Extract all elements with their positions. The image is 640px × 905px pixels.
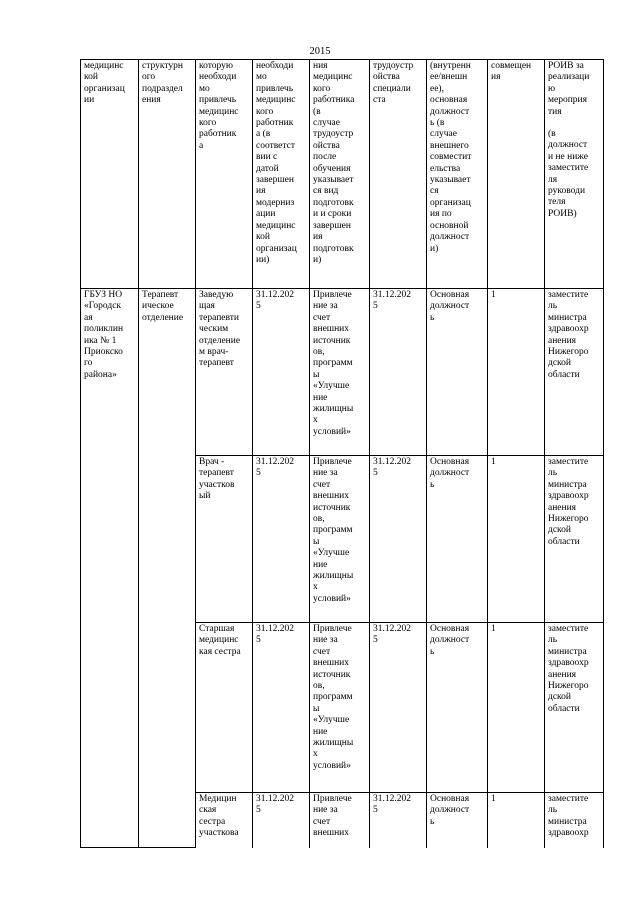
position-cell: Старшая медицинс кая сестра — [196, 623, 253, 793]
date-cell: 31.12.202 5 — [253, 289, 310, 456]
header-cell: структурн ого подраздел ения — [139, 60, 196, 289]
header-cell: РОИВ за реализаци ю мероприя тия (в должност и не ниже заместите ля руководи теля РОИВ) — [545, 60, 604, 289]
position-type-cell: Основная должност ь — [427, 456, 488, 623]
header-cell: (внутренн ее/внешн ее), основная должност ь (в случае внешнего совместит ельства указывает ся организац ия по основной должност и) — [427, 60, 488, 289]
method-cell: Привлече ние за счет внешних источник ов, программ ы «Улучше ние жилищны х условий» — [310, 456, 370, 623]
header-cell: трудоустр ойства специали ста — [370, 60, 427, 289]
header-cell: медицинс кой организац ии — [81, 60, 139, 289]
organization-cell: ГБУЗ НО «Городск ая поликлин ика № 1 Приокско го района» — [81, 289, 139, 848]
date-cell: 31.12.202 5 — [370, 793, 427, 848]
department-cell: Терапевт ическое отделение — [139, 289, 196, 848]
header-cell: ния медицинс кого работника (в случае трудоустр ойства после обучения указывает ся вид подготовк и и сроки завершен ия подготовк и) — [310, 60, 370, 289]
rate-cell: 1 — [488, 623, 545, 793]
position-type-cell: Основная должност ь — [427, 289, 488, 456]
responsible-cell: заместите ль министра здравоохр — [545, 793, 604, 848]
page-number: 2015 — [309, 46, 331, 57]
position-type-cell: Основная должност ь — [427, 623, 488, 793]
date-cell: 31.12.202 5 — [253, 623, 310, 793]
header-cell: необходи мо привлечь медицинс кого работник а (в соответст вии с датой завершен ия модерниз ации медицинс кой организац ии) — [253, 60, 310, 289]
position-type-cell: Основная должност ь — [427, 793, 488, 848]
rate-cell: 1 — [488, 456, 545, 623]
responsible-cell: заместите ль министра здравоохр анения Нижегоро дской области — [545, 456, 604, 623]
header-cell: которую необходи мо привлечь медицинс кого работник а — [196, 60, 253, 289]
date-cell: 31.12.202 5 — [370, 456, 427, 623]
rate-cell: 1 — [488, 793, 545, 848]
header-row — [81, 60, 604, 289]
method-cell: Привлече ние за счет внешних источник ов, программ ы «Улучше ние жилищны х условий» — [310, 289, 370, 456]
table-row — [81, 289, 604, 456]
method-cell: Привлече ние за счет внешних источник ов, программ ы «Улучше ние жилищны х условий» — [310, 623, 370, 793]
rate-cell: 1 — [488, 289, 545, 456]
date-cell: 31.12.202 5 — [370, 289, 427, 456]
position-cell: Заведую щая терапевти ческим отделение м врач- терапевт — [196, 289, 253, 456]
date-cell: 31.12.202 5 — [253, 793, 310, 848]
header-cell: совмещен ия — [488, 60, 545, 289]
responsible-cell: заместите ль министра здравоохр анения Нижегоро дской области — [545, 289, 604, 456]
date-cell: 31.12.202 5 — [370, 623, 427, 793]
responsible-cell: заместите ль министра здравоохр анения Нижегоро дской области — [545, 623, 604, 793]
method-cell: Привлече ние за счет внешних — [310, 793, 370, 848]
staffing-table — [80, 59, 604, 848]
date-cell: 31.12.202 5 — [253, 456, 310, 623]
position-cell: Медицин ская сестра участкова — [196, 793, 253, 848]
position-cell: Врач - терапевт участков ый — [196, 456, 253, 623]
